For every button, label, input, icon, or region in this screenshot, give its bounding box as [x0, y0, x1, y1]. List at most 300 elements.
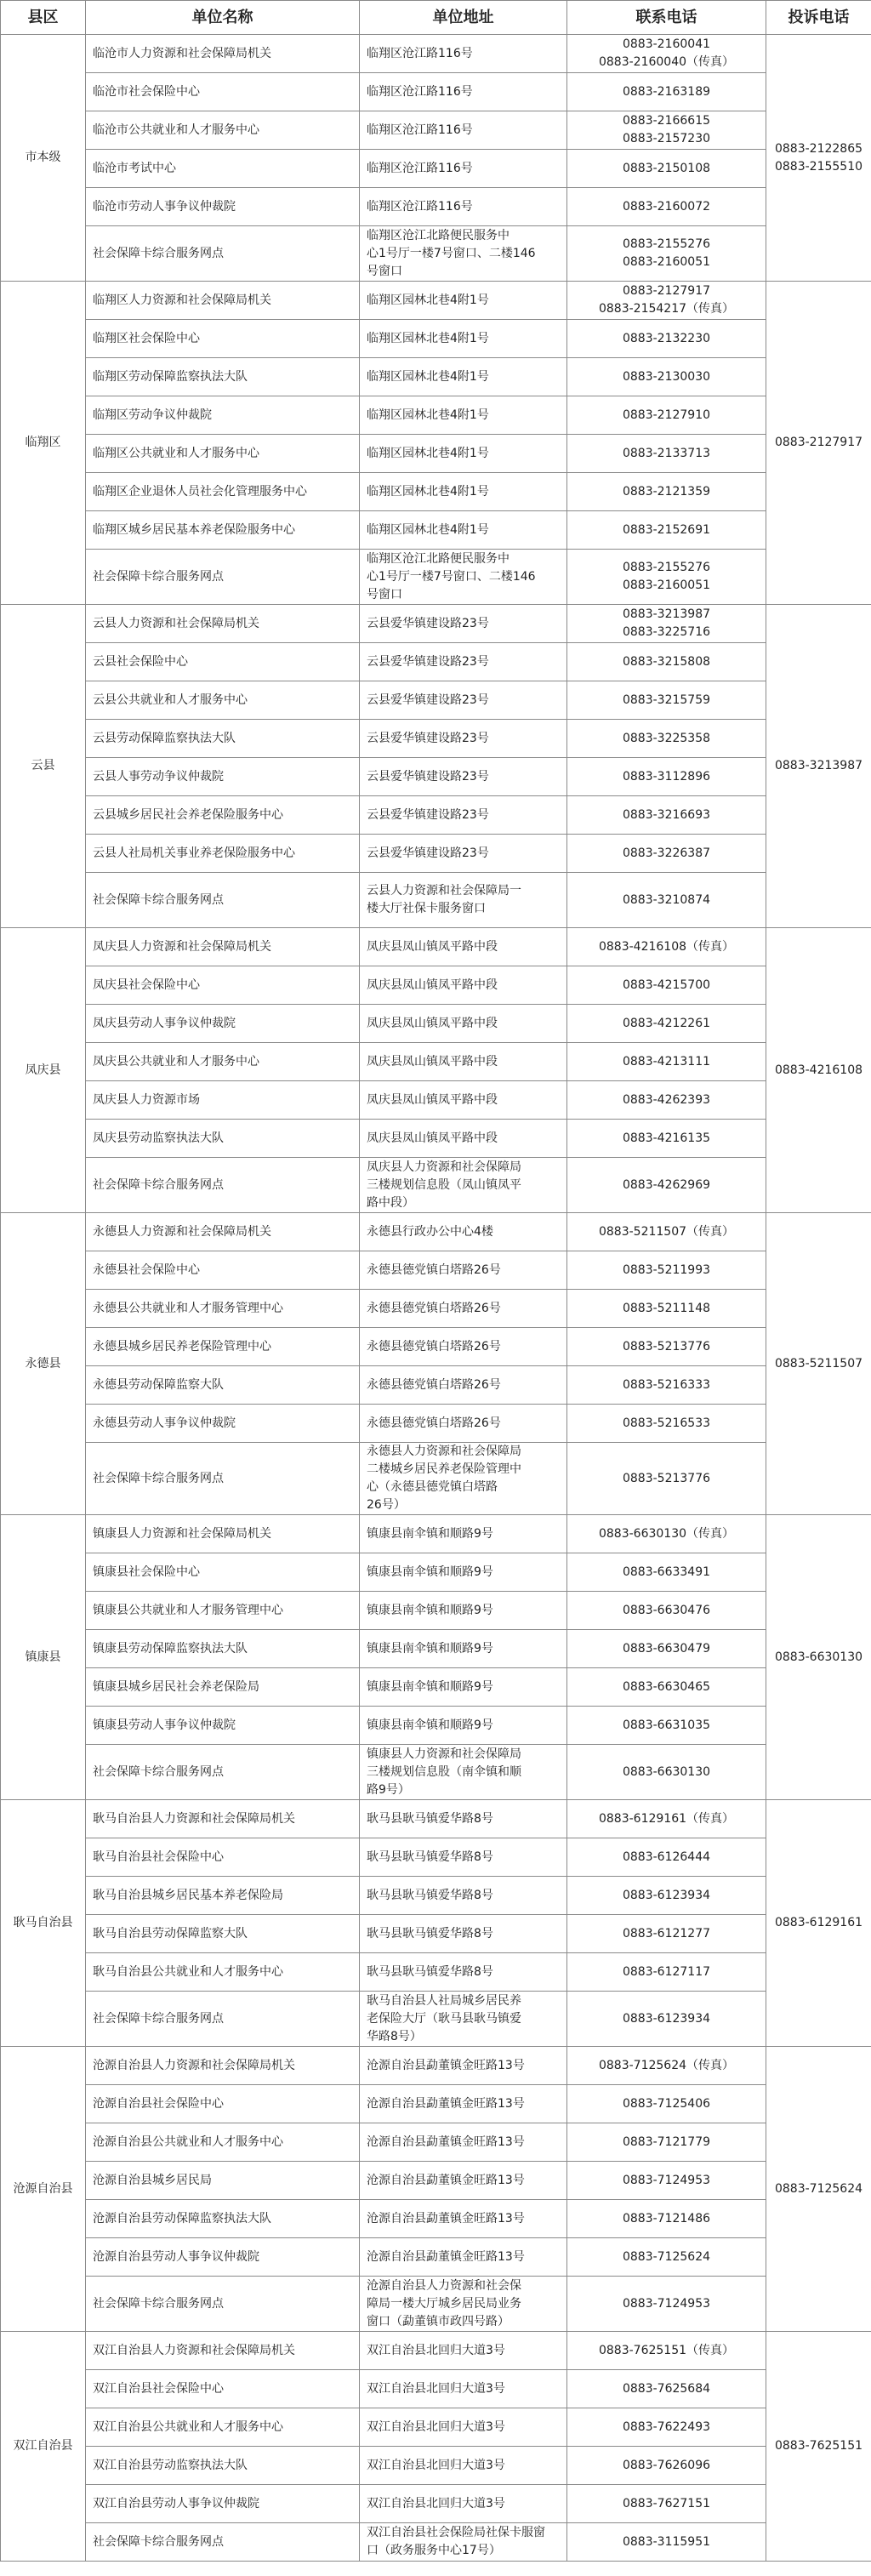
table-row [1, 1915, 871, 1953]
phone-number: 0883-7125624（传真） [598, 2058, 735, 2072]
address-line: 临翔区沧江路116号 [367, 199, 473, 214]
address-line: 永德县德党镇白塔路26号 [367, 1339, 501, 1354]
table-row [1, 1366, 871, 1405]
contact-phone [567, 1043, 766, 1081]
unit-address [360, 873, 567, 928]
address-line: 镇康县南伞镇和顺路9号 [367, 1526, 493, 1541]
contact-phone [567, 2238, 766, 2277]
unit-name: 临翔区城乡居民基本养老保险服务中心 [86, 511, 360, 550]
phone-number: 0883-7125624 [622, 2249, 711, 2264]
address-line: 障局一楼大厅城乡居民局业务 [367, 2296, 521, 2311]
unit-name: 凤庆县社会保险中心 [86, 966, 360, 1005]
address-line: 二楼城乡居民养老保险管理中 [367, 1462, 521, 1476]
unit-address [360, 2162, 567, 2200]
contact-phone [567, 966, 766, 1005]
unit-address [360, 150, 567, 188]
directory-body [1, 35, 871, 2562]
table-row [1, 2370, 871, 2408]
unit-address [360, 73, 567, 111]
complaint-number: 0883-7125624 [774, 2181, 863, 2196]
unit-name: 耿马自治县公共就业和人才服务中心 [86, 1953, 360, 1992]
phone-number: 0883-7625151（传真） [598, 2343, 735, 2357]
phone-number: 0883-2155276 [622, 237, 711, 251]
address-line: 临翔区园林北巷4附1号 [367, 293, 489, 307]
contact-phone [567, 282, 766, 320]
address-line: 双江自治县北回归大道3号 [367, 2381, 505, 2396]
address-line: 凤庆县凤山镇凤平路中段 [367, 939, 498, 954]
phone-number: 0883-5213776 [622, 1339, 711, 1354]
phone-number: 0883-6630476 [622, 1603, 711, 1617]
table-row [1, 1081, 871, 1120]
unit-name: 临翔区劳动保障监察执法大队 [86, 358, 360, 396]
table-row [1, 1630, 871, 1668]
unit-name: 临翔区社会保险中心 [86, 320, 360, 358]
phone-number: 0883-5213776 [622, 1471, 711, 1485]
unit-name: 社会保障卡综合服务网点 [86, 1992, 360, 2047]
unit-name: 社会保障卡综合服务网点 [86, 1158, 360, 1213]
address-line: 永德县德党镇白塔路26号 [367, 1377, 501, 1392]
complaint-phone [766, 928, 871, 1213]
phone-number: 0883-7124953 [622, 2173, 711, 2187]
unit-name: 双江自治县公共就业和人才服务中心 [86, 2408, 360, 2447]
unit-address [360, 966, 567, 1005]
address-line: 镇康县南伞镇和顺路9号 [367, 1641, 493, 1656]
table-row [1, 1158, 871, 1213]
complaint-number: 0883-3213987 [774, 759, 863, 772]
unit-name: 社会保障卡综合服务网点 [86, 1745, 360, 1800]
table-row [1, 435, 871, 473]
phone-number: 0883-4216108（传真） [598, 939, 735, 954]
phone-number: 0883-3115951 [622, 2534, 711, 2549]
table-row [1, 1707, 871, 1745]
unit-name: 永德县公共就业和人才服务管理中心 [86, 1290, 360, 1328]
contact-phone [567, 928, 766, 966]
unit-address [360, 2523, 567, 2562]
address-line: 凤庆县人力资源和社会保障局 [367, 1160, 521, 1174]
contact-phone [567, 2162, 766, 2200]
unit-address [360, 550, 567, 605]
unit-name: 云县人社局机关事业养老保险服务中心 [86, 835, 360, 873]
phone-number: 0883-3225716 [622, 625, 711, 639]
phone-number: 0883-4216135 [622, 1131, 711, 1145]
contact-phone [567, 150, 766, 188]
table-row [1, 928, 871, 966]
contact-phone [567, 1915, 766, 1953]
phone-number: 0883-7125406 [622, 2096, 711, 2111]
phone-number: 0883-4262393 [622, 1092, 711, 1107]
address-line: 号窗口 [367, 264, 402, 278]
table-row [1, 758, 871, 796]
unit-name: 沧源自治县人力资源和社会保障局机关 [86, 2047, 360, 2085]
phone-number: 0883-3112896 [622, 769, 711, 784]
address-line: 三楼规划信息股（凤山镇凤平 [367, 1177, 521, 1192]
phone-number: 0883-5211993 [622, 1262, 711, 1277]
address-line: 凤庆县凤山镇凤平路中段 [367, 1092, 498, 1107]
unit-address [360, 188, 567, 226]
address-line: 镇康县南伞镇和顺路9号 [367, 1718, 493, 1732]
table-row [1, 1745, 871, 1800]
table-row [1, 1405, 871, 1443]
contact-phone [567, 835, 766, 873]
unit-address [360, 720, 567, 758]
table-row [1, 1290, 871, 1328]
table-row [1, 550, 871, 605]
phone-number: 0883-7121486 [622, 2211, 711, 2226]
phone-number: 0883-4212261 [622, 1016, 711, 1030]
contact-phone [567, 1515, 766, 1553]
county-name: 永德县 [1, 1213, 86, 1515]
phone-number: 0883-2154217（传真） [598, 302, 735, 316]
table-row [1, 720, 871, 758]
address-line: 双江自治县北回归大道3号 [367, 2496, 505, 2510]
unit-name: 临沧市人力资源和社会保障局机关 [86, 35, 360, 73]
unit-name: 耿马自治县城乡居民基本养老保险局 [86, 1877, 360, 1915]
phone-number: 0883-6127117 [622, 1964, 711, 1979]
unit-name: 永德县社会保险中心 [86, 1251, 360, 1290]
unit-address [360, 1992, 567, 2047]
contact-phone [567, 2085, 766, 2123]
unit-address [360, 1800, 567, 1838]
table-row [1, 2447, 871, 2485]
address-line: 云县爱华镇建设路23号 [367, 654, 489, 669]
contact-phone [567, 473, 766, 511]
phone-number: 0883-7124953 [622, 2296, 711, 2311]
contact-phone [567, 1838, 766, 1877]
contact-phone [567, 35, 766, 73]
address-line: 临翔区园林北巷4附1号 [367, 446, 489, 460]
table-row [1, 1213, 871, 1251]
address-line: 沧源自治县勐董镇金旺路13号 [367, 2096, 525, 2111]
complaint-phone [766, 35, 871, 282]
contact-phone [567, 226, 766, 282]
unit-address [360, 1877, 567, 1915]
unit-name: 镇康县劳动保障监察执法大队 [86, 1630, 360, 1668]
county-name: 镇康县 [1, 1515, 86, 1800]
header-unit: 单位名称 [86, 1, 360, 35]
unit-address [360, 35, 567, 73]
phone-number: 0883-6630465 [622, 1679, 711, 1694]
unit-address [360, 1515, 567, 1553]
table-row [1, 1443, 871, 1515]
contact-phone [567, 1443, 766, 1515]
table-row [1, 1043, 871, 1081]
unit-name: 永德县城乡居民养老保险管理中心 [86, 1328, 360, 1366]
address-line: 永德县德党镇白塔路26号 [367, 1301, 501, 1315]
phone-number: 0883-2163189 [622, 84, 711, 99]
contact-phone [567, 1953, 766, 1992]
unit-address [360, 605, 567, 643]
address-line: 临翔区沧江北路便民服务中 [367, 551, 510, 566]
unit-address [360, 758, 567, 796]
address-line: 云县爱华镇建设路23号 [367, 731, 489, 745]
contact-phone [567, 1158, 766, 1213]
contact-phone [567, 758, 766, 796]
table-row [1, 643, 871, 681]
phone-number: 0883-6630479 [622, 1641, 711, 1656]
address-line: 耿马县耿马镇爱华路8号 [367, 1964, 493, 1979]
unit-address [360, 1005, 567, 1043]
table-row [1, 358, 871, 396]
unit-address [360, 2047, 567, 2085]
unit-address [360, 2200, 567, 2238]
address-line: 镇康县南伞镇和顺路9号 [367, 1679, 493, 1694]
unit-name: 沧源自治县城乡居民局 [86, 2162, 360, 2200]
contact-phone [567, 1005, 766, 1043]
phone-number: 0883-6129161（传真） [598, 1811, 735, 1826]
contact-phone [567, 2523, 766, 2562]
unit-address [360, 1915, 567, 1953]
unit-name: 临翔区企业退休人员社会化管理服务中心 [86, 473, 360, 511]
unit-name: 云县人事劳动争议仲裁院 [86, 758, 360, 796]
unit-address [360, 2123, 567, 2162]
unit-address [360, 320, 567, 358]
table-row [1, 2085, 871, 2123]
unit-address [360, 1328, 567, 1366]
phone-number: 0883-3225358 [622, 731, 711, 745]
phone-number: 0883-5211148 [622, 1301, 711, 1315]
address-line: 号窗口 [367, 587, 402, 601]
table-row [1, 396, 871, 435]
unit-name: 社会保障卡综合服务网点 [86, 1443, 360, 1515]
address-line: 老保险大厅（耿马县耿马镇爱 [367, 2011, 521, 2026]
complaint-phone [766, 605, 871, 928]
address-line: 窗口（勐董镇市政四号路） [367, 2314, 510, 2328]
address-line: 沧源自治县勐董镇金旺路13号 [367, 2134, 525, 2149]
contact-phone [567, 1992, 766, 2047]
address-line: 耿马县耿马镇爱华路8号 [367, 1888, 493, 1902]
unit-address [360, 1443, 567, 1515]
address-line: 路中段） [367, 1195, 414, 1210]
unit-name: 云县城乡居民社会养老保险服务中心 [86, 796, 360, 835]
unit-name: 耿马自治县人力资源和社会保障局机关 [86, 1800, 360, 1838]
address-line: 路9号） [367, 1782, 410, 1797]
phone-number: 0883-6631035 [622, 1718, 711, 1732]
complaint-number: 0883-2127917 [774, 436, 863, 449]
address-line: 临翔区沧江路116号 [367, 123, 473, 137]
unit-name: 临沧市劳动人事争议仲裁院 [86, 188, 360, 226]
complaint-number: 0883-6630130 [774, 1650, 863, 1664]
address-line: 凤庆县凤山镇凤平路中段 [367, 1054, 498, 1069]
unit-address [360, 396, 567, 435]
table-row [1, 835, 871, 873]
unit-name: 凤庆县劳动人事争议仲裁院 [86, 1005, 360, 1043]
unit-name: 耿马自治县社会保险中心 [86, 1838, 360, 1877]
contact-phone [567, 1213, 766, 1251]
unit-name: 社会保障卡综合服务网点 [86, 226, 360, 282]
unit-name: 镇康县人力资源和社会保障局机关 [86, 1515, 360, 1553]
address-line: 双江自治县北回归大道3号 [367, 2343, 505, 2357]
phone-number: 0883-6630130（传真） [598, 1526, 735, 1541]
unit-address [360, 1668, 567, 1707]
unit-name: 临翔区公共就业和人才服务中心 [86, 435, 360, 473]
address-line: 楼大厅社保卡服务窗口 [367, 902, 486, 915]
unit-address [360, 226, 567, 282]
phone-number: 0883-7627151 [622, 2496, 711, 2510]
contact-phone [567, 1553, 766, 1592]
contact-phone [567, 796, 766, 835]
contact-phone [567, 1877, 766, 1915]
unit-address [360, 835, 567, 873]
header-phone: 联系电话 [567, 1, 766, 35]
contact-phone [567, 1290, 766, 1328]
address-line: 临翔区沧江北路便民服务中 [367, 228, 510, 242]
address-line: 云县人力资源和社会保障局一 [367, 884, 521, 898]
contact-phone [567, 188, 766, 226]
unit-name: 云县劳动保障监察执法大队 [86, 720, 360, 758]
table-row [1, 2408, 871, 2447]
unit-name: 凤庆县人力资源市场 [86, 1081, 360, 1120]
unit-address [360, 2447, 567, 2485]
address-line: 临翔区园林北巷4附1号 [367, 484, 489, 499]
unit-address [360, 1707, 567, 1745]
phone-number: 0883-5216533 [622, 1416, 711, 1430]
contact-phone [567, 2370, 766, 2408]
header-county: 县区 [1, 1, 86, 35]
unit-name: 社会保障卡综合服务网点 [86, 873, 360, 928]
unit-name: 耿马自治县劳动保障监察大队 [86, 1915, 360, 1953]
phone-number: 0883-2121359 [622, 484, 711, 499]
unit-name: 社会保障卡综合服务网点 [86, 2277, 360, 2332]
unit-address [360, 1592, 567, 1630]
complaint-number: 0883-2155510 [774, 159, 863, 174]
contact-phone [567, 320, 766, 358]
header-row [1, 1, 871, 35]
phone-number: 0883-2160051 [622, 578, 711, 592]
unit-name: 双江自治县社会保险中心 [86, 2370, 360, 2408]
table-row [1, 1328, 871, 1366]
complaint-phone [766, 1213, 871, 1515]
address-line: 临翔区园林北巷4附1号 [367, 331, 489, 345]
address-line: 耿马县耿马镇爱华路8号 [367, 1849, 493, 1864]
address-line: 沧源自治县勐董镇金旺路13号 [367, 2211, 525, 2226]
unit-name: 临翔区人力资源和社会保障局机关 [86, 282, 360, 320]
unit-address [360, 1043, 567, 1081]
table-row [1, 1592, 871, 1630]
county-name: 双江自治县 [1, 2332, 86, 2562]
unit-address [360, 358, 567, 396]
address-line: 永德县德党镇白塔路26号 [367, 1262, 501, 1277]
unit-address [360, 1213, 567, 1251]
unit-name: 镇康县公共就业和人才服务管理中心 [86, 1592, 360, 1630]
unit-name: 云县社会保险中心 [86, 643, 360, 681]
contact-phone [567, 2408, 766, 2447]
address-line: 永德县行政办公中心4楼 [367, 1224, 493, 1239]
phone-number: 0883-3226387 [622, 846, 711, 860]
table-row [1, 1800, 871, 1838]
contact-phone [567, 1668, 766, 1707]
unit-name: 社会保障卡综合服务网点 [86, 2523, 360, 2562]
table-row [1, 1120, 871, 1158]
address-line: 镇康县南伞镇和顺路9号 [367, 1564, 493, 1579]
complaint-phone [766, 2047, 871, 2332]
unit-name: 临沧市公共就业和人才服务中心 [86, 111, 360, 150]
unit-address [360, 1251, 567, 1290]
contact-phone [567, 435, 766, 473]
address-line: 镇康县南伞镇和顺路9号 [367, 1603, 493, 1617]
address-line: 沧源自治县人力资源和社会保 [367, 2278, 521, 2293]
contact-phone [567, 2123, 766, 2162]
contact-phone [567, 2485, 766, 2523]
unit-name: 临沧市社会保险中心 [86, 73, 360, 111]
contact-phone [567, 643, 766, 681]
unit-address [360, 473, 567, 511]
unit-address [360, 2238, 567, 2277]
unit-address [360, 2485, 567, 2523]
table-row [1, 1553, 871, 1592]
table-row [1, 1838, 871, 1877]
phone-number: 0883-6126444 [622, 1849, 711, 1864]
table-row [1, 2047, 871, 2085]
table-row [1, 226, 871, 282]
header-address: 单位地址 [360, 1, 567, 35]
unit-address [360, 1553, 567, 1592]
county-name: 凤庆县 [1, 928, 86, 1213]
address-line: 耿马县耿马镇爱华路8号 [367, 1811, 493, 1826]
unit-name: 永德县人力资源和社会保障局机关 [86, 1213, 360, 1251]
phone-number: 0883-2160072 [622, 199, 711, 214]
complaint-phone [766, 1515, 871, 1800]
unit-address [360, 282, 567, 320]
phone-number: 0883-3216693 [622, 807, 711, 822]
phone-number: 0883-2155276 [622, 561, 711, 574]
table-row [1, 1515, 871, 1553]
contact-phone [567, 1630, 766, 1668]
address-line: 双江自治县社会保险局社保卡服窗 [367, 2526, 545, 2539]
table-row [1, 1005, 871, 1043]
address-line: 凤庆县凤山镇凤平路中段 [367, 1131, 498, 1145]
table-row [1, 35, 871, 73]
table-row [1, 2162, 871, 2200]
table-row [1, 320, 871, 358]
unit-name: 双江自治县劳动人事争议仲裁院 [86, 2485, 360, 2523]
unit-address [360, 1953, 567, 1992]
phone-number: 0883-3215808 [622, 654, 711, 669]
complaint-phone [766, 282, 871, 605]
unit-name: 镇康县劳动人事争议仲裁院 [86, 1707, 360, 1745]
address-line: 双江自治县北回归大道3号 [367, 2458, 505, 2472]
table-row [1, 282, 871, 320]
address-line: 永德县人力资源和社会保障局 [367, 1445, 521, 1458]
address-line: 心（永德县德党镇白塔路 [367, 1480, 498, 1494]
address-line: 临翔区沧江路116号 [367, 84, 473, 99]
unit-address [360, 643, 567, 681]
address-line: 耿马县耿马镇爱华路8号 [367, 1926, 493, 1941]
unit-address [360, 1081, 567, 1120]
unit-name: 临翔区劳动争议仲裁院 [86, 396, 360, 435]
table-row [1, 73, 871, 111]
contact-phone [567, 511, 766, 550]
unit-name: 镇康县城乡居民社会养老保险局 [86, 1668, 360, 1707]
address-line: 云县爱华镇建设路23号 [367, 807, 489, 822]
unit-name: 沧源自治县劳动人事争议仲裁院 [86, 2238, 360, 2277]
unit-address [360, 1745, 567, 1800]
phone-number: 0883-3213987 [622, 607, 711, 621]
unit-name: 双江自治县人力资源和社会保障局机关 [86, 2332, 360, 2370]
contact-phone [567, 111, 766, 150]
phone-number: 0883-6121277 [622, 1926, 711, 1941]
phone-number: 0883-2150108 [622, 161, 711, 175]
table-row [1, 966, 871, 1005]
contact-phone [567, 681, 766, 720]
header-complaint: 投诉电话 [766, 1, 871, 35]
table-row [1, 1877, 871, 1915]
unit-name: 凤庆县人力资源和社会保障局机关 [86, 928, 360, 966]
contact-phone [567, 1366, 766, 1405]
phone-number: 0883-2127910 [622, 407, 711, 422]
table-row [1, 2277, 871, 2332]
contact-phone [567, 1405, 766, 1443]
phone-number: 0883-5216333 [622, 1377, 711, 1392]
